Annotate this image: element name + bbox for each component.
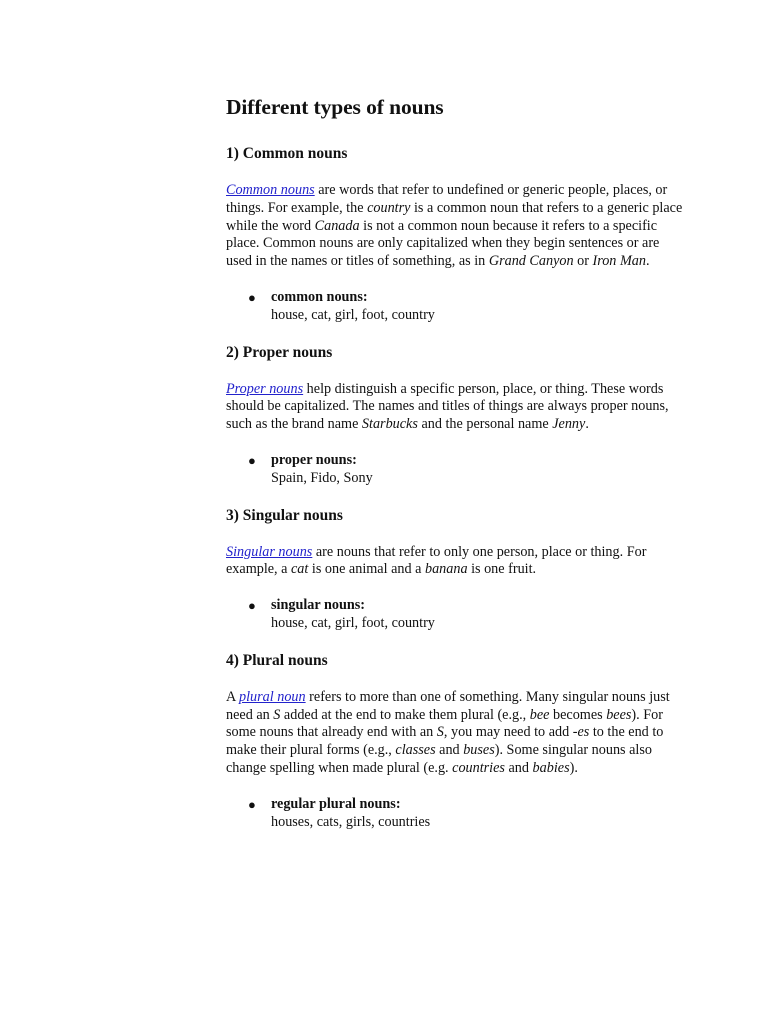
paragraph-italic: Jenny: [552, 416, 586, 433]
document-page: [226, 93, 686, 849]
section-proper-nouns: [226, 343, 686, 488]
section-paragraph: [226, 182, 686, 271]
paragraph-italic: S: [273, 706, 281, 723]
paragraph-italic: babies: [532, 759, 570, 776]
section-common-nouns: [226, 144, 686, 325]
paragraph-italic: cat: [291, 561, 309, 578]
bullet-icon: ●: [248, 289, 256, 305]
example-values: houses, cats, girls, countries: [271, 813, 431, 830]
paragraph-italic: Starbucks: [361, 416, 418, 433]
example-label: proper nouns:: [271, 451, 357, 468]
paragraph-text: and the personal name: [417, 416, 553, 433]
section-heading: 3) Singular nouns: [226, 506, 343, 524]
paragraph-italic: bees: [606, 706, 632, 723]
example-values: house, cat, girl, foot, country: [271, 306, 435, 323]
section-heading: 4) Plural nouns: [226, 651, 328, 669]
paragraph-text: refers to more than one of something. Many singular nouns just need an: [226, 688, 670, 723]
paragraph-text: are nouns that refer to only one person, place or thing. For example, a: [226, 543, 647, 578]
paragraph-italic: Canada: [314, 217, 360, 234]
proper-nouns-link[interactable]: Proper nouns: [226, 380, 304, 397]
paragraph-italic: buses: [463, 742, 495, 759]
section-plural-nouns: [226, 651, 686, 832]
paragraph-text: ). Some singular nouns also change spelling when made plural (e.g.: [226, 742, 652, 776]
example-label: common nouns:: [271, 288, 368, 305]
paragraph-text: or: [573, 253, 593, 270]
section-paragraph: [226, 544, 686, 580]
paragraph-text: to the end to make their plural forms (e.g.,: [226, 724, 664, 759]
paragraph-italic: banana: [424, 561, 468, 578]
section-paragraph: [226, 689, 686, 778]
example-values: house, cat, girl, foot, country: [271, 614, 435, 631]
paragraph-italic: Grand Canyon: [488, 253, 574, 270]
paragraph-text: becomes: [549, 706, 607, 723]
paragraph-text: are words that refer to undefined or generic people, places, or things. For example, the: [226, 182, 668, 216]
example-list: [226, 796, 686, 832]
paragraph-italic: bee: [529, 706, 550, 723]
paragraph-italic: S: [436, 724, 444, 741]
paragraph-text: is not a common noun because it refers to a specific place. Common nouns are only capitalized when they begin sentences or are used in the names or titles of something, as in: [226, 217, 660, 270]
section-heading: 2) Proper nouns: [226, 343, 333, 361]
paragraph-italic: -es: [572, 724, 590, 741]
bullet-icon: ●: [248, 452, 256, 468]
paragraph-text: is a common noun that refers to a generic place while the word: [226, 199, 683, 234]
paragraph-text: .: [585, 416, 589, 433]
paragraph-text: and: [435, 742, 464, 759]
paragraph-text: is one animal and a: [308, 561, 425, 578]
example-label: singular nouns:: [271, 597, 365, 614]
paragraph-text: and: [504, 759, 533, 776]
paragraph-text: help distinguish a specific person, place, or thing. These words should be capitalized. The names and titles of things are always proper nouns, such as the brand name: [226, 380, 669, 433]
paragraph-italic: countries: [452, 759, 505, 776]
list-item: [226, 796, 686, 832]
paragraph-text: is one fruit.: [467, 561, 537, 578]
bullet-icon: ●: [248, 796, 256, 812]
example-list: [226, 597, 686, 633]
example-values: Spain, Fido, Sony: [271, 469, 373, 486]
paragraph-italic: country: [367, 199, 411, 216]
page-title: Different types of nouns: [226, 95, 444, 119]
plural-noun-link[interactable]: plural noun: [239, 688, 306, 705]
singular-nouns-link[interactable]: Singular nouns: [226, 543, 313, 560]
paragraph-text: added at the end to make them plural (e.g.,: [280, 706, 530, 723]
example-label: regular plural nouns:: [271, 795, 401, 812]
paragraph-text: ).: [569, 759, 578, 776]
paragraph-text: A: [226, 688, 240, 705]
example-list: [226, 452, 686, 488]
list-item: [226, 452, 686, 488]
section-heading: 1) Common nouns: [226, 145, 348, 162]
paragraph-italic: classes: [395, 742, 436, 759]
list-item: [226, 597, 686, 633]
common-nouns-link[interactable]: Common nouns: [226, 182, 315, 198]
paragraph-italic: Iron Man: [592, 253, 646, 270]
section-paragraph: [226, 381, 686, 434]
paragraph-text: ). For some nouns that already end with an: [226, 706, 663, 741]
list-item: [226, 289, 686, 325]
example-list: [226, 289, 686, 325]
paragraph-text: , you may need to add: [443, 724, 573, 741]
section-singular-nouns: [226, 506, 686, 633]
paragraph-text: .: [645, 253, 650, 270]
bullet-icon: ●: [248, 598, 256, 614]
